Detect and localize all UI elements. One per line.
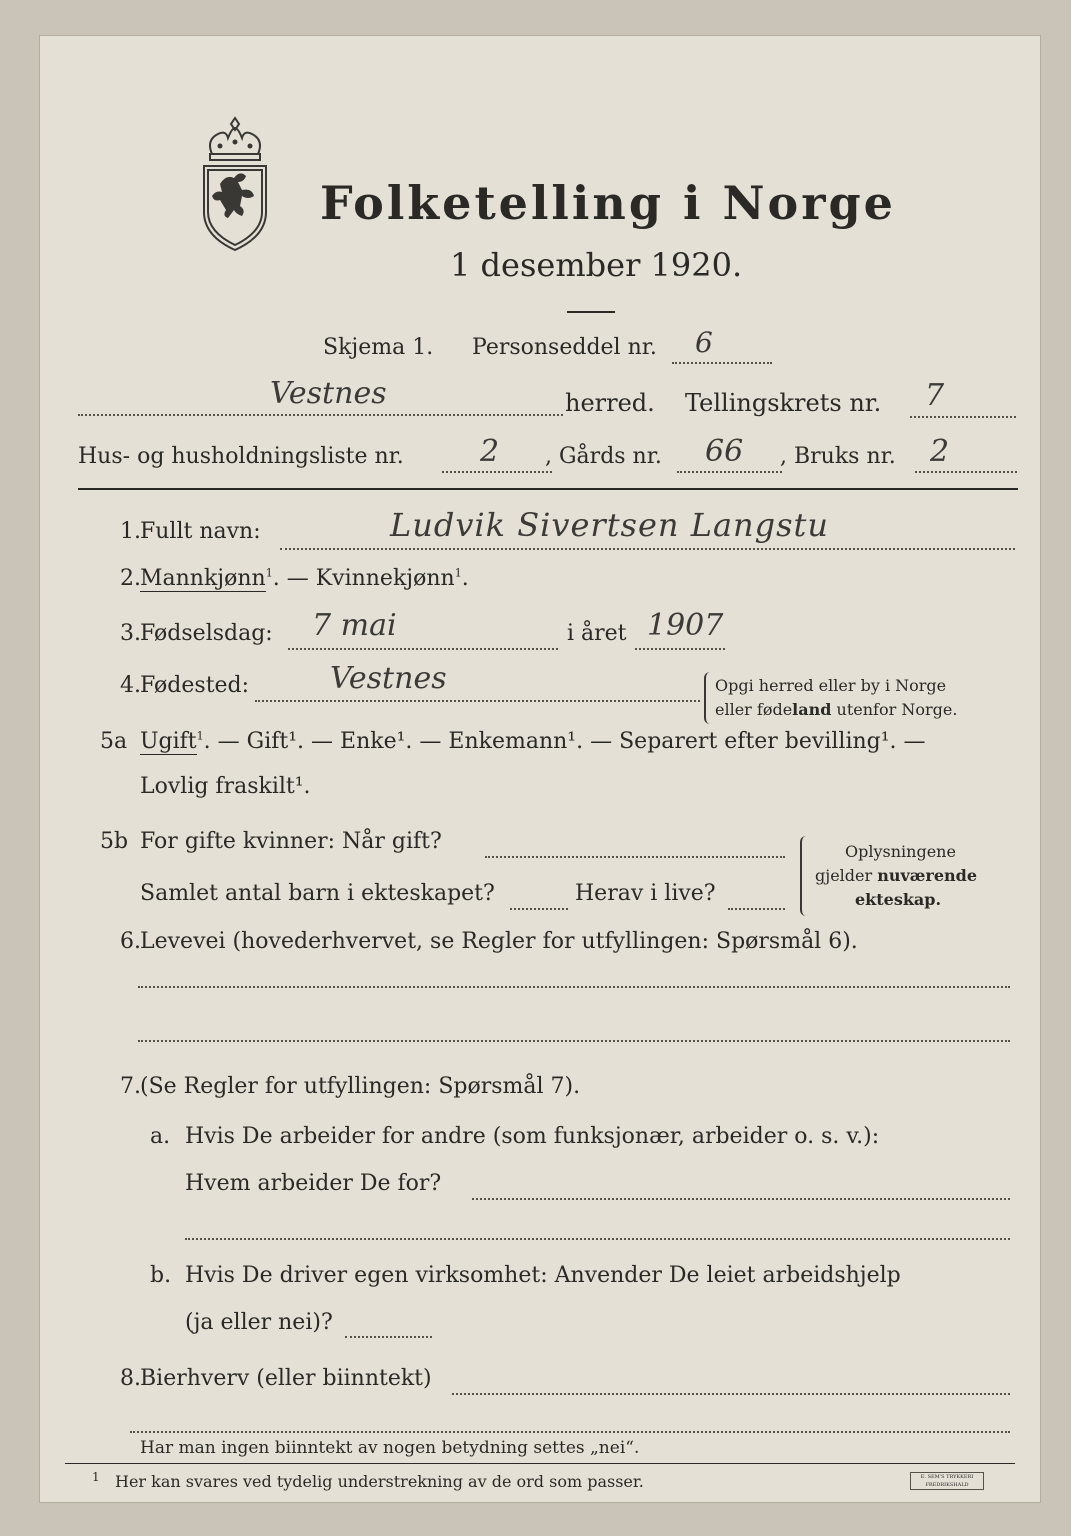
q5b-alive-label: Herav i live?	[575, 881, 716, 906]
q3-number: 3.	[120, 621, 141, 646]
birth-date-value[interactable]: 7 mai	[312, 608, 397, 643]
unmarried-option[interactable]: Ugift	[140, 729, 197, 754]
footnote-rule	[65, 1463, 1015, 1464]
q3-label: Fødselsdag:	[140, 621, 273, 646]
q7b-number: b.	[150, 1263, 172, 1288]
bruks-line	[915, 471, 1017, 473]
q8-number: 8.	[120, 1366, 141, 1391]
q7b-line	[345, 1336, 432, 1338]
q5b-number: 5b	[100, 829, 129, 854]
q7b-text: Hvis De driver egen virksomhet: Anvender De leiet arbeidshjelp	[185, 1263, 901, 1288]
gards-label: , Gårds nr.	[545, 444, 662, 469]
gards-value[interactable]: 66	[705, 434, 744, 469]
nei-note: Har man ingen biinntekt av nogen betydning settes „nei“.	[140, 1438, 640, 1458]
female-option[interactable]: . — Kvinnekjønn	[272, 566, 455, 591]
q3-year-line	[635, 648, 725, 650]
personseddel-value[interactable]: 6	[695, 326, 713, 359]
tellingskrets-value[interactable]: 7	[925, 378, 945, 413]
personseddel-label: Personseddel nr.	[472, 335, 657, 360]
q7a-text: Hvis De arbeider for andre (som funksjonær, arbeider o. s. v.):	[185, 1124, 880, 1149]
q1-number: 1.	[120, 519, 141, 544]
q3-year-label: i året	[567, 621, 627, 646]
personseddel-line	[672, 362, 772, 364]
q7b-question: (ja eller nei)?	[185, 1310, 333, 1335]
q2-number: 2.	[120, 566, 141, 591]
q4-note-line1: Opgi herred eller by i Norge	[715, 676, 947, 695]
full-name-value[interactable]: Ludvik Sivertsen Langstu	[390, 506, 829, 544]
husliste-value[interactable]: 2	[480, 434, 500, 469]
norwegian-coat-of-arms-icon	[190, 114, 280, 254]
q5b-note1: Oplysningene	[845, 842, 956, 861]
q6-line2	[138, 1040, 1010, 1042]
gards-line	[677, 471, 782, 473]
male-option[interactable]: Mannkjønn	[140, 566, 266, 591]
footnote-text: Her kan svares ved tydelig understrekning av de ord som passer.	[115, 1472, 644, 1491]
q7-number: 7.	[120, 1074, 141, 1099]
q4-label: Fødested:	[140, 673, 250, 698]
q5b-children-label: Samlet antal barn i ekteskapet?	[140, 881, 495, 906]
q5a-options: Ugift$^1$. — Gift¹. — Enke¹. — Enkemann¹. — Separert efter bevilling¹. —	[140, 729, 926, 754]
q7-label: (Se Regler for utfyllingen: Spørsmål 7).	[140, 1074, 581, 1099]
census-date: 1 desember 1920.	[450, 246, 743, 284]
q1-label: Fullt navn:	[140, 519, 261, 544]
q7a-question: Hvem arbeider De for?	[185, 1171, 442, 1196]
form-title: Folketelling i Norge	[320, 176, 896, 230]
tellingskrets-line	[910, 416, 1016, 418]
q8-line1	[452, 1393, 1010, 1395]
q5b-note3: ekteskap.	[855, 890, 942, 909]
birth-year-value[interactable]: 1907	[647, 608, 724, 643]
herred-line	[78, 414, 563, 416]
q4-line	[255, 700, 700, 702]
header-rule	[78, 488, 1018, 490]
husliste-label: Hus- og husholdningsliste nr.	[78, 444, 404, 469]
q5b-note2: gjelder nuværende	[815, 866, 978, 885]
bruks-value[interactable]: 2	[930, 434, 950, 469]
q7a-line1	[472, 1198, 1010, 1200]
bruks-label: , Bruks nr.	[780, 444, 896, 469]
husliste-line	[442, 471, 552, 473]
q4-number: 4.	[120, 673, 141, 698]
birthplace-value[interactable]: Vestnes	[330, 661, 447, 696]
printer-mark: E. SEM'S TRYKKERI FREDRIKSHALD	[910, 1472, 984, 1490]
schema-label: Skjema 1.	[323, 335, 434, 360]
title-divider	[567, 311, 615, 313]
q5a-number: 5a	[100, 729, 128, 754]
q6-label: Levevei (hovederhvervet, se Regler for utfyllingen: Spørsmål 6).	[140, 929, 858, 954]
census-form-sheet	[40, 36, 1040, 1502]
q5b-children-line	[510, 908, 568, 910]
q6-number: 6.	[120, 929, 141, 954]
q5b-married-label: For gifte kvinner: Når gift?	[140, 829, 442, 854]
q5b-brace	[800, 836, 808, 916]
q4-note-line2: eller fødeland utenfor Norge.	[715, 700, 958, 719]
q2-options: Mannkjønn$^1$. — Kvinnekjønn$^1$.	[140, 566, 469, 591]
q8-line2	[130, 1431, 1010, 1433]
q6-line1	[138, 986, 1010, 988]
herred-label: herred.	[565, 389, 655, 417]
q4-brace	[704, 672, 712, 724]
q1-line	[280, 548, 1015, 550]
footnote-mark: 1	[92, 1470, 100, 1484]
other-marital-options[interactable]: . — Gift¹. — Enke¹. — Enkemann¹. — Separert efter bevilling¹. —	[203, 729, 926, 754]
tellingskrets-label: Tellingskrets nr.	[685, 389, 882, 417]
q3-line	[288, 648, 558, 650]
q5b-alive-line	[728, 908, 785, 910]
q7a-line2	[185, 1238, 1010, 1240]
q5b-married-line	[485, 856, 785, 858]
q5a-line2[interactable]: Lovlig fraskilt¹.	[140, 774, 311, 799]
q8-label: Bierhverv (eller biinntekt)	[140, 1366, 432, 1391]
herred-value[interactable]: Vestnes	[270, 376, 387, 411]
q7a-number: a.	[150, 1124, 171, 1149]
